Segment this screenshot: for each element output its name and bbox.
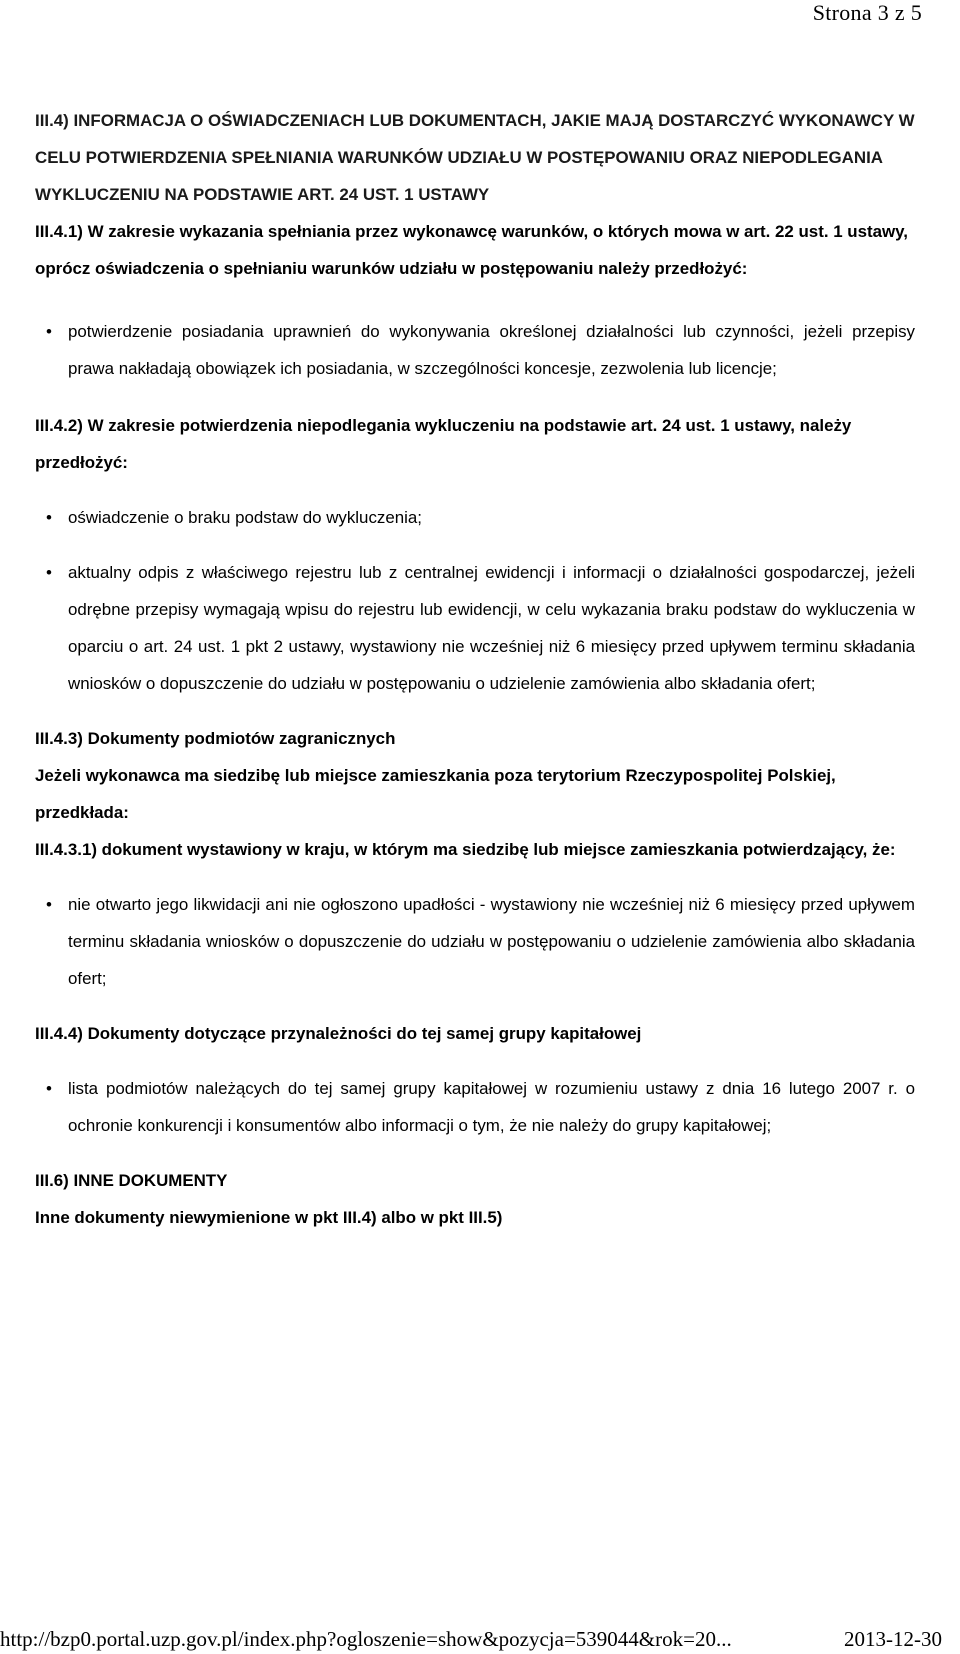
section-heading-III43: III.4.3) Dokumenty podmiotów zagranicznych	[35, 729, 396, 748]
list-item: • aktualny odpis z właściwego rejestru lub z centralnej ewidencji i informacji o działalności gospodarczej, jeżeli odrębne przepisy wymagają wpisu do rejestru lub ewidencji, w celu wykazania braku podstaw do wykluczenia w oparciu o art. 24 ust. 1 pkt 2 ustawy, wystawiony nie wcześniej niż 6 miesięcy przed upływem terminu składania wniosków o dopuszczenie do udziału w postępowaniu o udzielenie zamówienia albo składania ofert;	[35, 554, 915, 702]
list-III431	[35, 886, 915, 997]
page-footer	[0, 1626, 960, 1652]
footer-date: 2013-12-30	[844, 1627, 942, 1651]
list-III41	[35, 313, 915, 387]
section-subheading-III43: Jeżeli wykonawca ma siedzibę lub miejsce zamieszkania poza terytorium Rzeczypospolitej Polskiej, przedkłada:	[35, 766, 836, 822]
footer-url[interactable]: http://bzp0.portal.uzp.gov.pl/index.php?ogloszenie=show&pozycja=539044&rok=20...	[0, 1627, 732, 1651]
list-item: • nie otwarto jego likwidacji ani nie ogłoszono upadłości - wystawiony nie wcześniej niż 6 miesięcy przed upływem terminu składania wniosków o dopuszczenie do udziału w postępowaniu o udzielenie zamówienia albo składania ofert;	[35, 886, 915, 997]
list-item: • oświadczenie o braku podstaw do wykluczenia;	[35, 499, 915, 536]
list-item: • potwierdzenie posiadania uprawnień do wykonywania określonej działalności lub czynności, jeżeli przepisy prawa nakładają obowiązek ich posiadania, w szczególności koncesje, zezwolenia lub licencje;	[35, 313, 915, 387]
document-body	[35, 102, 915, 1236]
page-number: Strona 3 z 5	[812, 0, 922, 25]
section-heading-III44: III.4.4) Dokumenty dotyczące przynależności do tej samej grupy kapitałowej	[35, 1024, 642, 1043]
section-heading-III431: III.4.3.1) dokument wystawiony w kraju, w którym ma siedzibę lub miejsce zamieszkania potwierdzający, że:	[35, 840, 896, 859]
list-item: • lista podmiotów należących do tej samej grupy kapitałowej w rozumieniu ustawy z dnia 16 lutego 2007 r. o ochronie konkurencji i konsumentów albo informacji o tym, że nie należy do grupy kapitałowej;	[35, 1070, 915, 1144]
section-heading-III41: III.4.1) W zakresie wykazania spełniania przez wykonawcę warunków, o których mowa w art. 22 ust. 1 ustawy, oprócz oświadczenia o spełnianiu warunków udziału w postępowaniu należy przedłożyć:	[35, 222, 908, 278]
list-III44	[35, 1070, 915, 1144]
list-III42	[35, 499, 915, 702]
section-subheading-III6: Inne dokumenty niewymienione w pkt III.4) albo w pkt III.5)	[35, 1208, 503, 1227]
section-heading-III4: III.4) INFORMACJA O OŚWIADCZENIACH LUB DOKUMENTACH, JAKIE MAJĄ DOSTARCZYĆ WYKONAWCY W CELU POTWIERDZENIA SPEŁNIANIA WARUNKÓW UDZIAŁU W POSTĘPOWANIU ORAZ NIEPODLEGANIA WYKLUCZENIU NA PODSTAWIE ART. 24 UST. 1 USTAWY	[35, 111, 915, 204]
section-heading-III6: III.6) INNE DOKUMENTY	[35, 1171, 228, 1190]
section-heading-III42: III.4.2) W zakresie potwierdzenia niepodlegania wykluczeniu na podstawie art. 24 ust. 1 ustawy, należy przedłożyć:	[35, 416, 852, 472]
